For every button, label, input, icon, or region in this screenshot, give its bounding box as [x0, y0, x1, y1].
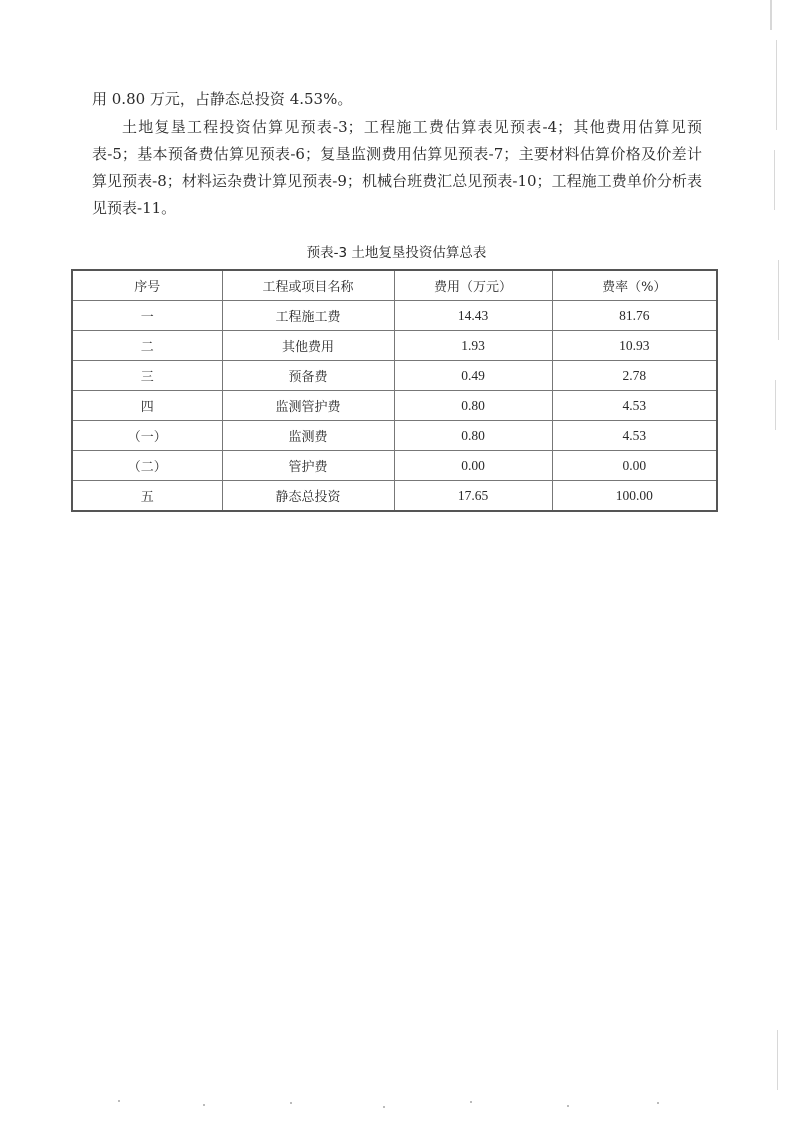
- cell-item-name: 工程施工费: [222, 301, 394, 331]
- table-row: [72, 361, 717, 391]
- cell-item-name: 管护费: [222, 451, 394, 481]
- cell-cost: 17.65: [394, 481, 552, 512]
- scan-edge-mark: [777, 1030, 778, 1090]
- scan-dot: [657, 1102, 659, 1104]
- scan-dot: [290, 1102, 292, 1104]
- scan-edge-mark: [775, 380, 776, 430]
- cell-rate: 0.00: [552, 451, 717, 481]
- scan-edge-mark: [778, 260, 779, 340]
- table-caption: 预表-3 土地复垦投资估算总表: [306, 245, 487, 261]
- cell-index: （二）: [72, 451, 222, 481]
- cell-cost: 0.00: [394, 451, 552, 481]
- cell-cost: 0.49: [394, 361, 552, 391]
- cell-index: （一）: [72, 421, 222, 451]
- cell-index: 二: [72, 331, 222, 361]
- cell-index: 三: [72, 361, 222, 391]
- cell-item-name: 监测费: [222, 421, 394, 451]
- cell-rate: 4.53: [552, 421, 717, 451]
- cell-rate: 4.53: [552, 391, 717, 421]
- cell-rate: 2.78: [552, 361, 717, 391]
- paragraph-table-references: 土地复垦工程投资估算见预表-3；工程施工费估算表见预表-4；其他费用估算见预表-5；基本预备费估算见预表-6；复垦监测费用估算见预表-7；主要材料估算价格及价差计算见预表-8；材料运杂费计算见预表-9；机械台班费汇总见预表-10；工程施工费单价分析表见预表-11。: [92, 118, 702, 217]
- scan-dot: [203, 1104, 205, 1106]
- header-cost: 费用（万元）: [394, 270, 552, 301]
- table-row: [72, 481, 717, 512]
- header-index: 序号: [72, 270, 222, 301]
- cell-cost: 0.80: [394, 391, 552, 421]
- scan-dot: [567, 1105, 569, 1107]
- table-row: [72, 421, 717, 451]
- header-rate: 费率（%）: [552, 270, 717, 301]
- scan-dot: [383, 1106, 385, 1108]
- scan-edge-mark: [776, 40, 777, 130]
- cell-cost: 0.80: [394, 421, 552, 451]
- cell-rate: 81.76: [552, 301, 717, 331]
- cell-item-name: 其他费用: [222, 331, 394, 361]
- header-item-name: 工程或项目名称: [222, 270, 394, 301]
- cell-cost: 14.43: [394, 301, 552, 331]
- cell-item-name: 监测管护费: [222, 391, 394, 421]
- scan-dot: [118, 1100, 120, 1102]
- scan-dot: [470, 1101, 472, 1103]
- scan-edge-mark: [770, 0, 772, 30]
- cell-index: 五: [72, 481, 222, 512]
- scan-edge-mark: [774, 150, 775, 210]
- cell-rate: 100.00: [552, 481, 717, 512]
- table-row: [72, 331, 717, 361]
- investment-estimate-table: [71, 269, 718, 512]
- cell-rate: 10.93: [552, 331, 717, 361]
- table-row: [72, 451, 717, 481]
- table-row: [72, 301, 717, 331]
- table-row: [72, 391, 717, 421]
- cell-item-name: 预备费: [222, 361, 394, 391]
- cell-index: 一: [72, 301, 222, 331]
- cell-index: 四: [72, 391, 222, 421]
- cell-item-name: 静态总投资: [222, 481, 394, 512]
- cell-cost: 1.93: [394, 331, 552, 361]
- paragraph-continuation: 用 0.80 万元，占静态总投资 4.53%。: [92, 90, 353, 108]
- table-header-row: [72, 270, 717, 301]
